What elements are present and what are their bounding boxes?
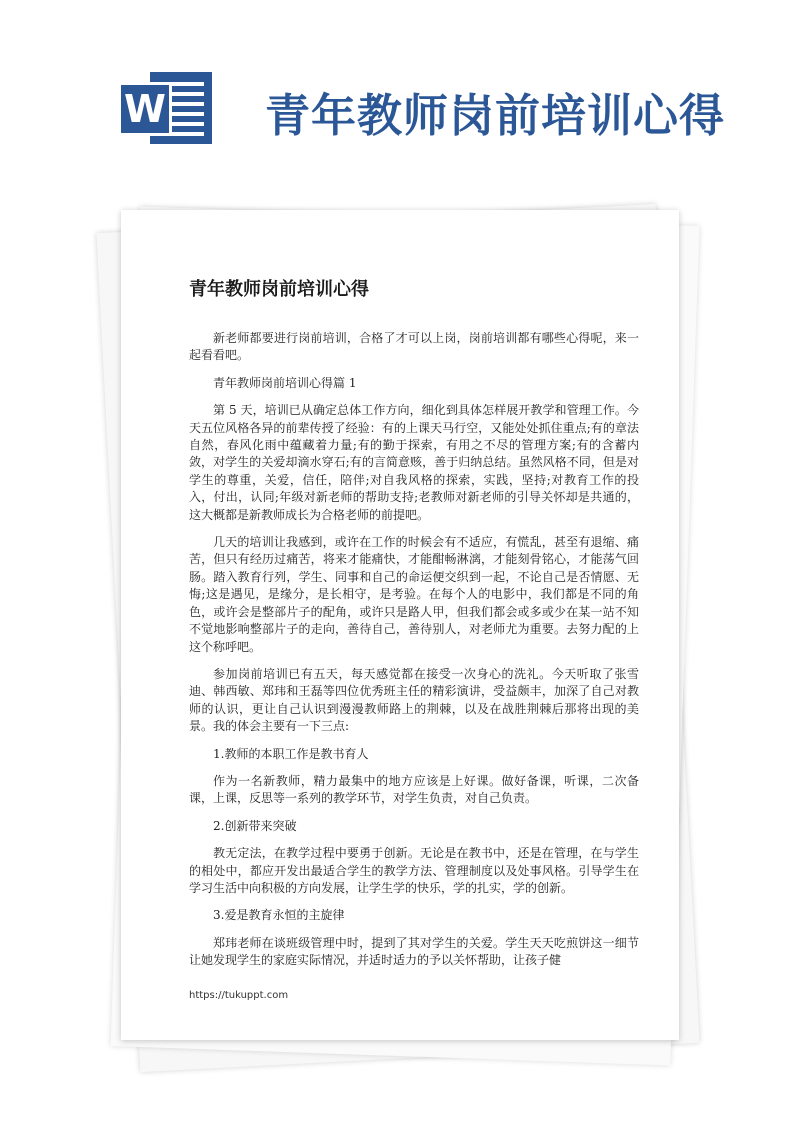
- point-heading: 3.爱是教育永恒的主旋律: [213, 908, 345, 923]
- body-paragraph: 作为一名新教师，精力最集中的地方应该是上好课。做好备课，听课，二次备课，上课，反思等一系列的教学环节，对学生负责，对自己负责。: [189, 773, 639, 806]
- footer-url: https://tukuppt.com: [189, 990, 289, 1001]
- section-heading: 青年教师岗前培训心得篇 1: [213, 375, 357, 390]
- body-paragraph: 教无定法，在教学过程中要勇于创新。无论是在教书中，还是在管理，在与学生的相处中，都应开发出最适合学生的教学方法、管理制度以及处事风格。引导学生在学习生活中向积极的方向发展，让学生学的快乐，学的扎实，学的创新。: [189, 846, 639, 895]
- body-paragraph: 郑玮老师在谈班级管理中时，提到了其对学生的关爱。学生天天吃煎饼这一细节让她发现学生的家庭实际情况，并适时适力的予以关怀帮助，让孩子健: [189, 935, 639, 968]
- page-title: 青年教师岗前培训心得: [265, 89, 726, 142]
- point-heading: 2.创新带来突破: [213, 818, 297, 833]
- document-body: [189, 278, 639, 980]
- body-paragraph: 几天的培训让我感到，或许在工作的时候会有不适应，有慌乱，甚至有退缩、痛苦，但只有经历过痛苦，将来才能痛快，才能酣畅淋漓，才能刻骨铭心，才能荡气回肠。踏入教育行列，学生、同事和自己的命运便交织到一起，不论自己是否情愿、无悔;这是遇见，是缘分，是长相守，是考验。在每个人的电影中，我们都是不同的角色，或许会是整部片子的配角，或许只是路人甲，但我们都会或多或少在某一站不知不觉地影响整部片子的走向，善待自己，善待别人，对老师尤为重要。去努力配的上这个称呼吧。: [189, 535, 639, 654]
- point-heading: 1.教师的本职工作是教书育人: [213, 746, 369, 761]
- document-title: 青年教师岗前培训心得: [189, 279, 369, 300]
- word-doc-icon: [118, 68, 218, 148]
- intro-paragraph: 新老师都要进行岗前培训，合格了才可以上岗，岗前培训都有哪些心得呢，来一起看看吧。: [189, 331, 639, 363]
- body-paragraph: 第 5 天，培训已从确定总体工作方向，细化到具体怎样展开教学和管理工作。今天五位风格各异的前辈传授了经验：有的上课天马行空，又能处处抓住重点;有的章法自然，春风化雨中蕴藏着力量;有的勤于探索，有用之不尽的管理方案;有的含蓄内敛，对学生的关爱却滴水穿石;有的言简意赅，善于归纳总结。虽然风格不同，但是对学生的尊重，关爱，信任，陪伴;对自我风格的探索，实践，坚持;对教育工作的投入，付出，认同;年级对新老师的帮助支持;老教师对新老师的引导关怀却是共通的，这大概都是新教师成长为合格老师的前提吧。: [189, 403, 639, 522]
- body-paragraph: 参加岗前培训已有五天，每天感觉都在接受一次身心的洗礼。今天听取了张雪迪、韩西敏、郑玮和王磊等四位优秀班主任的精彩演讲，受益颇丰，加深了自己对教师的认识，更让自己认识到漫漫教师路上的荆棘，以及在战胜荆棘后那将出现的美景。我的体会主要有一下三点:: [189, 666, 639, 734]
- header: [0, 0, 800, 210]
- word-letter-icon: W: [118, 82, 172, 136]
- document-page: [121, 210, 679, 1040]
